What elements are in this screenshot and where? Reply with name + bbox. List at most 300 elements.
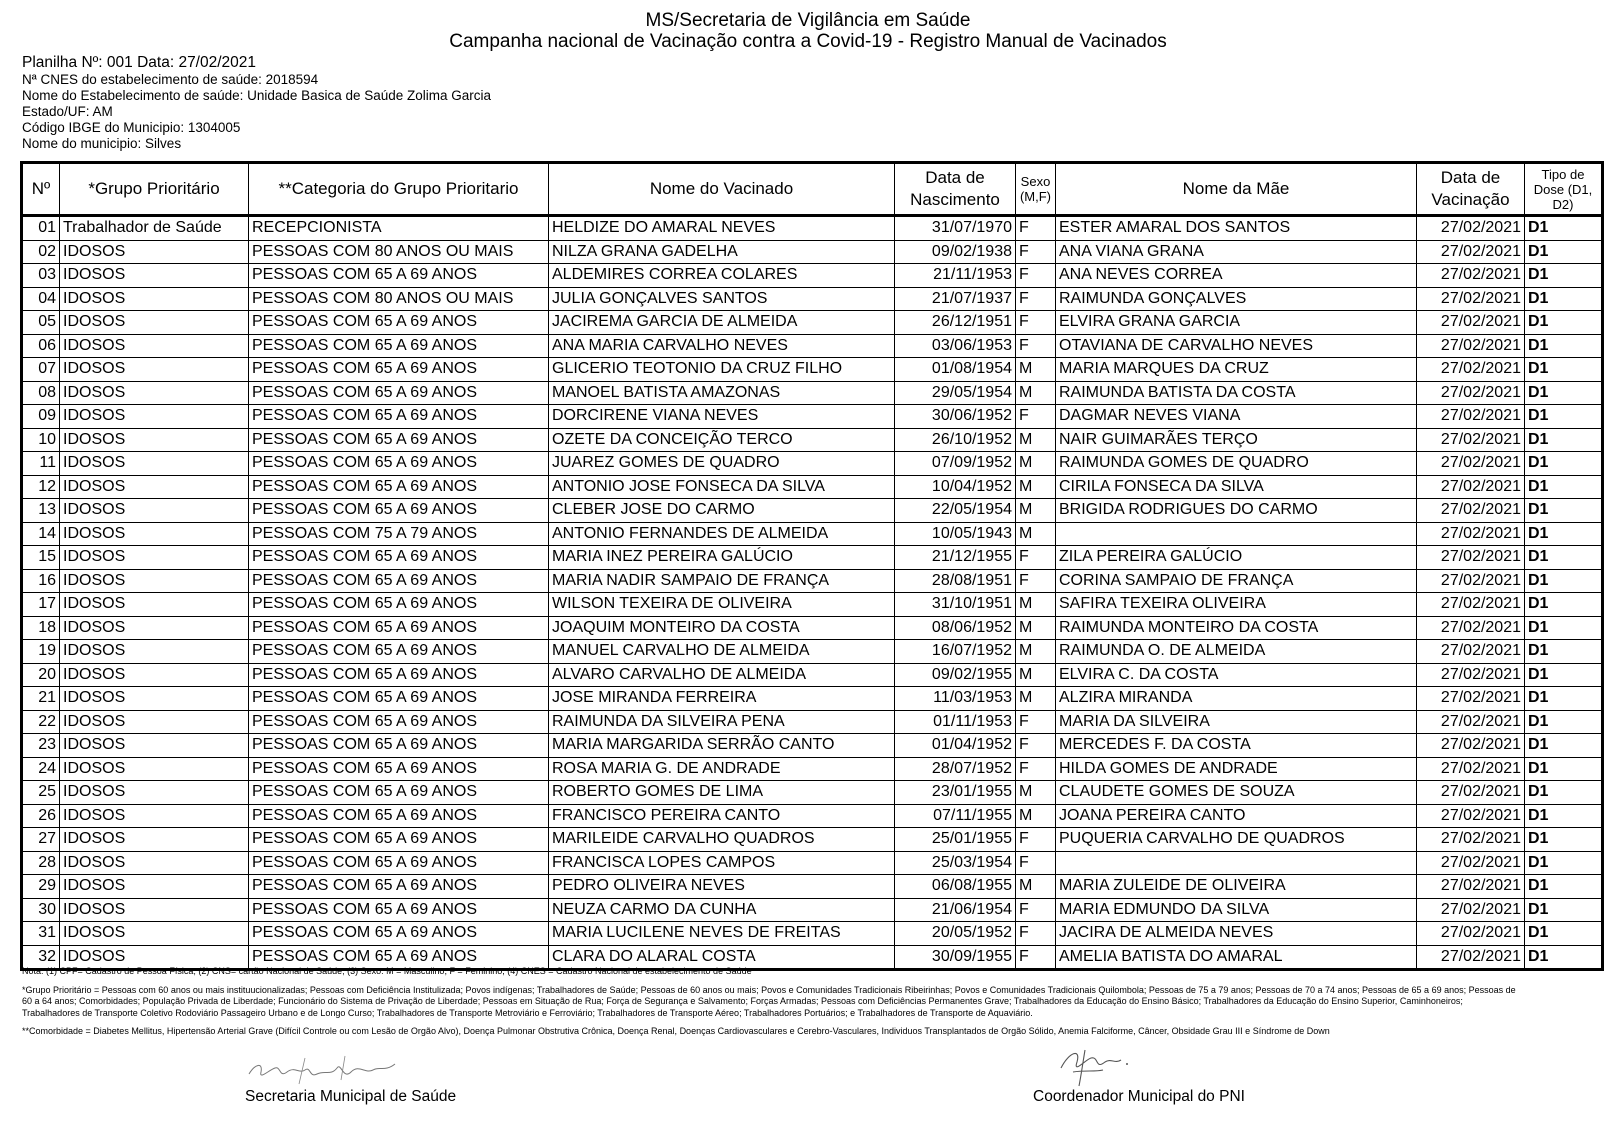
nascimento-cell: 06/08/1955 (895, 875, 1016, 899)
categoria-cell: PESSOAS COM 65 A 69 ANOS (249, 687, 549, 711)
sexo-cell: M (1016, 781, 1056, 805)
grupo-cell: IDOSOS (60, 546, 249, 570)
row-number: 10 (22, 428, 60, 452)
planilha-info: Planilha Nº: 001 Data: 27/02/2021 (22, 54, 257, 71)
nascimento-cell: 20/05/1952 (895, 922, 1016, 946)
table-row (22, 734, 1603, 758)
dose-cell: D1 (1525, 851, 1603, 875)
row-number: 29 (22, 875, 60, 899)
table-row (22, 569, 1603, 593)
table-row (22, 334, 1603, 358)
nascimento-cell: 21/06/1954 (895, 898, 1016, 922)
mae-cell: BRIGIDA RODRIGUES DO CARMO (1056, 499, 1417, 523)
nascimento-cell: 31/07/1970 (895, 216, 1016, 241)
table-row (22, 405, 1603, 429)
categoria-cell: PESSOAS COM 65 A 69 ANOS (249, 264, 549, 288)
grupo-cell: IDOSOS (60, 851, 249, 875)
nome-cell: ANTONIO JOSE FONSECA DA SILVA (549, 475, 895, 499)
table-row (22, 452, 1603, 476)
categoria-cell: PESSOAS COM 75 A 79 ANOS (249, 522, 549, 546)
nome-cell: ANTONIO FERNANDES DE ALMEIDA (549, 522, 895, 546)
categoria-cell: PESSOAS COM 65 A 69 ANOS (249, 452, 549, 476)
table-row (22, 640, 1603, 664)
nascimento-cell: 10/05/1943 (895, 522, 1016, 546)
row-number: 32 (22, 945, 60, 970)
sexo-cell: M (1016, 475, 1056, 499)
vacinacao-cell: 27/02/2021 (1417, 405, 1525, 429)
vacinacao-cell: 27/02/2021 (1417, 828, 1525, 852)
sexo-cell: M (1016, 522, 1056, 546)
vacinacao-cell: 27/02/2021 (1417, 851, 1525, 875)
row-number: 18 (22, 616, 60, 640)
header-num: Nº (22, 163, 60, 216)
grupo-cell: IDOSOS (60, 287, 249, 311)
dose-cell: D1 (1525, 616, 1603, 640)
sexo-cell: M (1016, 499, 1056, 523)
nascimento-cell: 26/10/1952 (895, 428, 1016, 452)
grupo-cell: IDOSOS (60, 828, 249, 852)
dose-cell: D1 (1525, 757, 1603, 781)
categoria-cell: PESSOAS COM 65 A 69 ANOS (249, 381, 549, 405)
table-header-row (22, 163, 1603, 216)
left-signature-label: Secretaria Municipal de Saúde (245, 1088, 457, 1105)
vacinacao-cell: 27/02/2021 (1417, 945, 1525, 970)
nome-cell: CLARA DO ALARAL COSTA (549, 945, 895, 970)
mae-cell: RAIMUNDA BATISTA DA COSTA (1056, 381, 1417, 405)
categoria-cell: PESSOAS COM 65 A 69 ANOS (249, 851, 549, 875)
table-row (22, 428, 1603, 452)
sexo-cell: M (1016, 663, 1056, 687)
nome-cell: DORCIRENE VIANA NEVES (549, 405, 895, 429)
table-row (22, 922, 1603, 946)
nascimento-cell: 28/07/1952 (895, 757, 1016, 781)
sexo-cell: F (1016, 757, 1056, 781)
nascimento-cell: 01/11/1953 (895, 710, 1016, 734)
table-row (22, 475, 1603, 499)
table-row (22, 499, 1603, 523)
grupo-cell: IDOSOS (60, 499, 249, 523)
grupo-cell: IDOSOS (60, 781, 249, 805)
grupo-cell: IDOSOS (60, 616, 249, 640)
sexo-cell: M (1016, 875, 1056, 899)
dose-cell: D1 (1525, 287, 1603, 311)
note-abbreviations: Nota: (1) CPF= Cadastro de Pessoa Física; (2) CNS= cartão Nacional de Saúde; (3) Sexo: M = Masculino, F = Feminino, (4) CNES = Cadastro Nacional de estabelecimento de Saúde (22, 966, 752, 976)
row-number: 16 (22, 569, 60, 593)
header-mae: Nome da Mãe (1056, 163, 1417, 216)
mae-cell: DAGMAR NEVES VIANA (1056, 405, 1417, 429)
nome-cell: ROSA MARIA G. DE ANDRADE (549, 757, 895, 781)
nome-cell: MARIA NADIR SAMPAIO DE FRANÇA (549, 569, 895, 593)
grupo-cell: IDOSOS (60, 593, 249, 617)
nascimento-cell: 23/01/1955 (895, 781, 1016, 805)
mae-cell: CLAUDETE GOMES DE SOUZA (1056, 781, 1417, 805)
document-header (0, 10, 1616, 52)
dose-cell: D1 (1525, 358, 1603, 382)
dose-cell: D1 (1525, 804, 1603, 828)
table-row (22, 663, 1603, 687)
mae-cell: ALZIRA MIRANDA (1056, 687, 1417, 711)
nascimento-cell: 26/12/1951 (895, 311, 1016, 335)
nascimento-cell: 30/09/1955 (895, 945, 1016, 970)
categoria-cell: PESSOAS COM 65 A 69 ANOS (249, 593, 549, 617)
vacinacao-cell: 27/02/2021 (1417, 216, 1525, 241)
nascimento-cell: 11/03/1953 (895, 687, 1016, 711)
dose-cell: D1 (1525, 663, 1603, 687)
nascimento-cell: 21/12/1955 (895, 546, 1016, 570)
nome-cell: WILSON TEXEIRA DE OLIVEIRA (549, 593, 895, 617)
sexo-cell: M (1016, 616, 1056, 640)
categoria-cell: PESSOAS COM 65 A 69 ANOS (249, 616, 549, 640)
categoria-cell: PESSOAS COM 65 A 69 ANOS (249, 405, 549, 429)
dose-cell: D1 (1525, 240, 1603, 264)
grupo-cell: IDOSOS (60, 663, 249, 687)
table-row (22, 240, 1603, 264)
mae-cell (1056, 851, 1417, 875)
dose-cell: D1 (1525, 734, 1603, 758)
table-row (22, 522, 1603, 546)
title-line-1: MS/Secretaria de Vigilância em Saúde (645, 10, 971, 31)
dose-cell: D1 (1525, 922, 1603, 946)
grupo-cell: IDOSOS (60, 311, 249, 335)
grupo-cell: IDOSOS (60, 240, 249, 264)
nome-cell: MANUEL CARVALHO DE ALMEIDA (549, 640, 895, 664)
grupo-cell: IDOSOS (60, 522, 249, 546)
vacinacao-cell: 27/02/2021 (1417, 358, 1525, 382)
table-row (22, 781, 1603, 805)
row-number: 28 (22, 851, 60, 875)
mae-cell: MARIA ZULEIDE DE OLIVEIRA (1056, 875, 1417, 899)
row-number: 08 (22, 381, 60, 405)
vacinacao-cell: 27/02/2021 (1417, 240, 1525, 264)
nome-cell: OZETE DA CONCEIÇÃO TERCO (549, 428, 895, 452)
categoria-cell: PESSOAS COM 65 A 69 ANOS (249, 804, 549, 828)
right-signature-label: Coordenador Municipal do PNI (1033, 1088, 1245, 1105)
row-number: 23 (22, 734, 60, 758)
header-grupo: *Grupo Prioritário (60, 163, 249, 216)
left-signature (245, 1050, 405, 1088)
mae-cell: ANA VIANA GRANA (1056, 240, 1417, 264)
mae-cell: NAIR GUIMARÃES TERÇO (1056, 428, 1417, 452)
row-number: 13 (22, 499, 60, 523)
table-row (22, 687, 1603, 711)
vacinacao-cell: 27/02/2021 (1417, 334, 1525, 358)
sexo-cell: M (1016, 593, 1056, 617)
vacinacao-cell: 27/02/2021 (1417, 687, 1525, 711)
dose-cell: D1 (1525, 522, 1603, 546)
dose-cell: D1 (1525, 710, 1603, 734)
categoria-cell: PESSOAS COM 65 A 69 ANOS (249, 569, 549, 593)
vacinacao-cell: 27/02/2021 (1417, 499, 1525, 523)
nome-cell: NEUZA CARMO DA CUNHA (549, 898, 895, 922)
mae-cell: PUQUERIA CARVALHO DE QUADROS (1056, 828, 1417, 852)
sexo-cell: M (1016, 452, 1056, 476)
vacinacao-cell: 27/02/2021 (1417, 311, 1525, 335)
row-number: 02 (22, 240, 60, 264)
nome-cell: JOSE MIRANDA FERREIRA (549, 687, 895, 711)
categoria-cell: PESSOAS COM 65 A 69 ANOS (249, 734, 549, 758)
grupo-cell: IDOSOS (60, 640, 249, 664)
nascimento-cell: 01/04/1952 (895, 734, 1016, 758)
row-number: 06 (22, 334, 60, 358)
vacinacao-cell: 27/02/2021 (1417, 640, 1525, 664)
mae-cell: RAIMUNDA MONTEIRO DA COSTA (1056, 616, 1417, 640)
nome-cell: MANOEL BATISTA AMAZONAS (549, 381, 895, 405)
mae-cell: CORINA SAMPAIO DE FRANÇA (1056, 569, 1417, 593)
table-row (22, 710, 1603, 734)
dose-cell: D1 (1525, 898, 1603, 922)
categoria-cell: PESSOAS COM 65 A 69 ANOS (249, 757, 549, 781)
right-signature (1055, 1042, 1135, 1088)
nascimento-cell: 21/11/1953 (895, 264, 1016, 288)
municipality-name: Nome do municipio: Silves (22, 136, 182, 151)
nome-cell: NILZA GRANA GADELHA (549, 240, 895, 264)
nome-cell: PEDRO OLIVEIRA NEVES (549, 875, 895, 899)
vacinacao-cell: 27/02/2021 (1417, 569, 1525, 593)
header-nascimento: Data de Nascimento (895, 163, 1016, 216)
dose-cell: D1 (1525, 475, 1603, 499)
row-number: 07 (22, 358, 60, 382)
categoria-cell: PESSOAS COM 65 A 69 ANOS (249, 358, 549, 382)
dose-cell: D1 (1525, 311, 1603, 335)
sexo-cell: F (1016, 710, 1056, 734)
nome-cell: GLICERIO TEOTONIO DA CRUZ FILHO (549, 358, 895, 382)
table-row (22, 311, 1603, 335)
vacinacao-cell: 27/02/2021 (1417, 781, 1525, 805)
mae-cell: ELVIRA C. DA COSTA (1056, 663, 1417, 687)
dose-cell: D1 (1525, 945, 1603, 970)
categoria-cell: PESSOAS COM 65 A 69 ANOS (249, 311, 549, 335)
dose-cell: D1 (1525, 428, 1603, 452)
sexo-cell: M (1016, 381, 1056, 405)
sexo-cell: M (1016, 640, 1056, 664)
dose-cell: D1 (1525, 334, 1603, 358)
nascimento-cell: 22/05/1954 (895, 499, 1016, 523)
mae-cell: SAFIRA TEXEIRA OLIVEIRA (1056, 593, 1417, 617)
categoria-cell: PESSOAS COM 65 A 69 ANOS (249, 640, 549, 664)
nome-cell: ALDEMIRES CORREA COLARES (549, 264, 895, 288)
mae-cell (1056, 522, 1417, 546)
mae-cell: ESTER AMARAL DOS SANTOS (1056, 216, 1417, 241)
row-number: 01 (22, 216, 60, 241)
categoria-cell: PESSOAS COM 65 A 69 ANOS (249, 875, 549, 899)
vacinacao-cell: 27/02/2021 (1417, 757, 1525, 781)
grupo-cell: IDOSOS (60, 757, 249, 781)
mae-cell: MARIA MARQUES DA CRUZ (1056, 358, 1417, 382)
row-number: 12 (22, 475, 60, 499)
mae-cell: CIRILA FONSECA DA SILVA (1056, 475, 1417, 499)
table-row (22, 216, 1603, 241)
row-number: 27 (22, 828, 60, 852)
nome-cell: FRANCISCA LOPES CAMPOS (549, 851, 895, 875)
dose-cell: D1 (1525, 546, 1603, 570)
nome-cell: MARIA LUCILENE NEVES DE FREITAS (549, 922, 895, 946)
grupo-cell: IDOSOS (60, 334, 249, 358)
grupo-cell: IDOSOS (60, 428, 249, 452)
dose-cell: D1 (1525, 499, 1603, 523)
row-number: 26 (22, 804, 60, 828)
categoria-cell: PESSOAS COM 65 A 69 ANOS (249, 334, 549, 358)
sexo-cell: M (1016, 687, 1056, 711)
header-dose: Tipo de Dose (D1, D2) (1525, 163, 1603, 216)
note-grupo-line-2: 60 a 64 anos; Comorbidades; População Privada de Liberdade; Funcionário do Sistema de Privação de Liberdade; Pessoas em Situação de Rua; Força de Segurança e Salvamento; Forças Armadas; Pessoas com Deficiências Permanentes Grave; Trabalhadores da Educação do Ensino Básico; Trabalhadores da Educação do Ensino Superior, Caminhoneiros; (22, 996, 1463, 1006)
nascimento-cell: 08/06/1952 (895, 616, 1016, 640)
categoria-cell: PESSOAS COM 65 A 69 ANOS (249, 898, 549, 922)
grupo-cell: IDOSOS (60, 687, 249, 711)
title-line-2: Campanha nacional de Vacinação contra a Covid-19 - Registro Manual de Vacinados (449, 31, 1167, 52)
vacinacao-cell: 27/02/2021 (1417, 475, 1525, 499)
vacinacao-cell: 27/02/2021 (1417, 381, 1525, 405)
mae-cell: RAIMUNDA GONÇALVES (1056, 287, 1417, 311)
nascimento-cell: 10/04/1952 (895, 475, 1016, 499)
table-body (22, 216, 1603, 970)
row-number: 03 (22, 264, 60, 288)
vacinacao-cell: 27/02/2021 (1417, 710, 1525, 734)
nascimento-cell: 25/01/1955 (895, 828, 1016, 852)
categoria-cell: PESSOAS COM 65 A 69 ANOS (249, 781, 549, 805)
table-row (22, 757, 1603, 781)
vacinacao-cell: 27/02/2021 (1417, 264, 1525, 288)
table-row (22, 898, 1603, 922)
nome-cell: MARILEIDE CARVALHO QUADROS (549, 828, 895, 852)
vacinacao-cell: 27/02/2021 (1417, 804, 1525, 828)
vacinacao-cell: 27/02/2021 (1417, 616, 1525, 640)
grupo-cell: IDOSOS (60, 922, 249, 946)
sexo-cell: F (1016, 922, 1056, 946)
nome-cell: JULIA GONÇALVES SANTOS (549, 287, 895, 311)
grupo-cell: IDOSOS (60, 264, 249, 288)
note-grupo-line-1: *Grupo Prioritário = Pessoas com 60 anos ou mais instituucionalizadas; Pessoas com Deficiência Institulizada; Povos indígenas; Trabalhadores de Saúde; Pessoas de 60 anos ou mais; Povos e Comunidades Tradicionais Ribeirinhas; Povos e Comunidades Tradicionais Quilombola; Pessoas de 75 a 79 anos; Pessoas de 70 a 74 anos; Pessoas de 65 a 69 anos; Pessoas de (22, 984, 1516, 995)
header-sexo: Sexo (M,F) (1016, 163, 1056, 216)
sexo-cell: F (1016, 898, 1056, 922)
sexo-cell: M (1016, 358, 1056, 382)
sexo-cell: F (1016, 311, 1056, 335)
ibge-code: Código IBGE do Municipio: 1304005 (22, 120, 241, 135)
mae-cell: ZILA PEREIRA GALÚCIO (1056, 546, 1417, 570)
grupo-cell: IDOSOS (60, 358, 249, 382)
vacinacao-cell: 27/02/2021 (1417, 875, 1525, 899)
dose-cell: D1 (1525, 828, 1603, 852)
grupo-cell: IDOSOS (60, 875, 249, 899)
nascimento-cell: 31/10/1951 (895, 593, 1016, 617)
categoria-cell: PESSOAS COM 65 A 69 ANOS (249, 828, 549, 852)
row-number: 15 (22, 546, 60, 570)
row-number: 19 (22, 640, 60, 664)
sexo-cell: F (1016, 945, 1056, 970)
mae-cell: JOANA PEREIRA CANTO (1056, 804, 1417, 828)
nome-cell: ALVARO CARVALHO DE ALMEIDA (549, 663, 895, 687)
row-number: 17 (22, 593, 60, 617)
grupo-cell: IDOSOS (60, 569, 249, 593)
categoria-cell: PESSOAS COM 65 A 69 ANOS (249, 428, 549, 452)
dose-cell: D1 (1525, 452, 1603, 476)
sexo-cell: F (1016, 216, 1056, 241)
sexo-cell: F (1016, 546, 1056, 570)
sexo-cell: M (1016, 428, 1056, 452)
sexo-cell: F (1016, 828, 1056, 852)
vacinacao-cell: 27/02/2021 (1417, 428, 1525, 452)
sexo-cell: F (1016, 405, 1056, 429)
nascimento-cell: 07/09/1952 (895, 452, 1016, 476)
nascimento-cell: 29/05/1954 (895, 381, 1016, 405)
table-row (22, 358, 1603, 382)
table-row (22, 264, 1603, 288)
nascimento-cell: 28/08/1951 (895, 569, 1016, 593)
table-row (22, 804, 1603, 828)
sexo-cell: F (1016, 240, 1056, 264)
vacinacao-cell: 27/02/2021 (1417, 922, 1525, 946)
categoria-cell: PESSOAS COM 80 ANOS OU MAIS (249, 287, 549, 311)
vaccination-register-table (20, 161, 1604, 971)
cnes-info: Nª CNES do estabelecimento de saúde: 2018594 (22, 72, 319, 87)
vacinacao-cell: 27/02/2021 (1417, 734, 1525, 758)
row-number: 04 (22, 287, 60, 311)
nome-cell: ANA MARIA CARVALHO NEVES (549, 334, 895, 358)
mae-cell: RAIMUNDA O. DE ALMEIDA (1056, 640, 1417, 664)
establishment-name: Nome do Estabelecimento de saúde: Unidade Basica de Saúde Zolima Garcia (22, 88, 492, 103)
header-vacinacao: Data de Vacinação (1417, 163, 1525, 216)
establishment-info (22, 53, 491, 152)
table-row (22, 875, 1603, 899)
nome-cell: JOAQUIM MONTEIRO DA COSTA (549, 616, 895, 640)
nome-cell: FRANCISCO PEREIRA CANTO (549, 804, 895, 828)
state-info: Estado/UF: AM (22, 104, 113, 119)
nome-cell: RAIMUNDA DA SILVEIRA PENA (549, 710, 895, 734)
table-row (22, 593, 1603, 617)
nome-cell: MARIA MARGARIDA SERRÃO CANTO (549, 734, 895, 758)
nome-cell: CLEBER JOSE DO CARMO (549, 499, 895, 523)
row-number: 21 (22, 687, 60, 711)
row-number: 14 (22, 522, 60, 546)
dose-cell: D1 (1525, 781, 1603, 805)
grupo-cell: IDOSOS (60, 734, 249, 758)
dose-cell: D1 (1525, 569, 1603, 593)
dose-cell: D1 (1525, 264, 1603, 288)
table-row (22, 616, 1603, 640)
mae-cell: MARIA DA SILVEIRA (1056, 710, 1417, 734)
vacinacao-cell: 27/02/2021 (1417, 663, 1525, 687)
categoria-cell: PESSOAS COM 65 A 69 ANOS (249, 922, 549, 946)
mae-cell: HILDA GOMES DE ANDRADE (1056, 757, 1417, 781)
sexo-cell: F (1016, 569, 1056, 593)
sexo-cell: F (1016, 334, 1056, 358)
dose-cell: D1 (1525, 381, 1603, 405)
mae-cell: AMELIA BATISTA DO AMARAL (1056, 945, 1417, 970)
row-number: 25 (22, 781, 60, 805)
footnotes (22, 966, 1597, 1038)
nascimento-cell: 21/07/1937 (895, 287, 1016, 311)
nome-cell: JACIREMA GARCIA DE ALMEIDA (549, 311, 895, 335)
row-number: 20 (22, 663, 60, 687)
grupo-cell: IDOSOS (60, 804, 249, 828)
note-comorbidade: **Comorbidade = Diabetes Mellitus, Hipertensão Arterial Grave (Difícil Controle ou com Lesão de Orgão Alvo), Doença Pulmonar Obstrutiva Crônica, Doença Renal, Doenças Cardiovasculares e Cerebro-Vasculares, Individuos Transplantados de Orgão Sólido, Anemia Falciforme, Câncer, Obsidade Grau III e Síndrome de Down (22, 1026, 1330, 1036)
grupo-cell: IDOSOS (60, 475, 249, 499)
categoria-cell: RECEPCIONISTA (249, 216, 549, 241)
note-grupo-line-3: Trabalhadores de Transporte Coletivo Rodoviário Passageiro Urbano e de Longo Curso; Trabalhadores de Transporte Metroviário e Ferroviário; Trabalhadores de Transporte Aéreo; Trabalhadores Portuários; e Trabalhadores de Transporte de Aquaviário. (22, 1007, 1033, 1018)
grupo-cell: IDOSOS (60, 452, 249, 476)
table-row (22, 287, 1603, 311)
nascimento-cell: 16/07/1952 (895, 640, 1016, 664)
nascimento-cell: 07/11/1955 (895, 804, 1016, 828)
dose-cell: D1 (1525, 405, 1603, 429)
header-nome: Nome do Vacinado (549, 163, 895, 216)
row-number: 31 (22, 922, 60, 946)
categoria-cell: PESSOAS COM 65 A 69 ANOS (249, 663, 549, 687)
nascimento-cell: 09/02/1955 (895, 663, 1016, 687)
vacinacao-cell: 27/02/2021 (1417, 287, 1525, 311)
nome-cell: MARIA INEZ PEREIRA GALÚCIO (549, 546, 895, 570)
nome-cell: JUAREZ GOMES DE QUADRO (549, 452, 895, 476)
nascimento-cell: 30/06/1952 (895, 405, 1016, 429)
